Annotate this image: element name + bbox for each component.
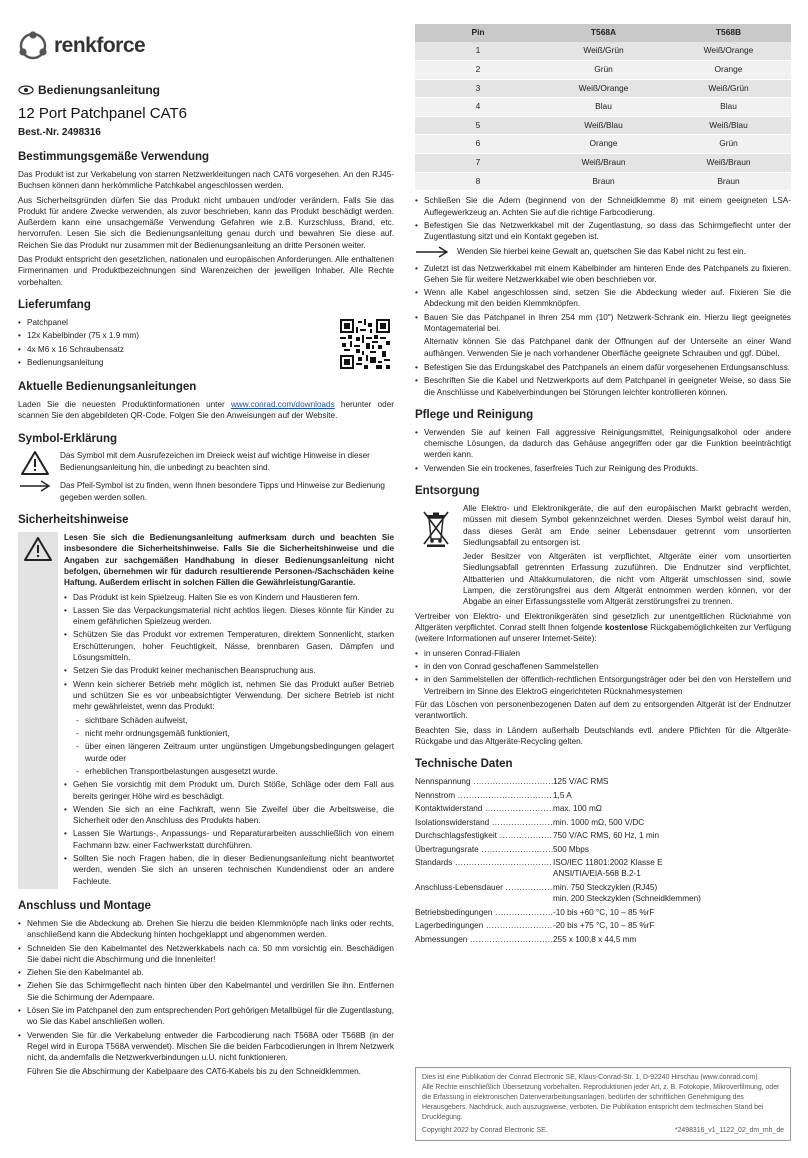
table-cell: Orange xyxy=(541,135,666,154)
downloads-link[interactable]: www.conrad.com/downloads xyxy=(230,399,335,409)
tech-table xyxy=(415,776,791,945)
manual-label xyxy=(18,82,394,99)
safety-list xyxy=(64,592,394,713)
table-cell: Weiß/Orange xyxy=(666,42,791,61)
table-cell: Weiß/Braun xyxy=(541,154,666,173)
list-item: • Befestigen Sie das Netzwerkkabel mit der Zugentlastung, so dass das Schirmgeflecht unter der Zugentlastung sitzt und ein Kontakt gegeben ist. xyxy=(415,220,791,243)
list-item: • Lassen Sie Wartungs-, Anpassungs- und Reparaturarbeiten ausschließlich von einem Fachmann bzw. einer Fachwerkstatt durchführen. xyxy=(64,828,394,851)
tech-row xyxy=(415,934,791,945)
tech-value: 750 V/AC RMS, 60 Hz, 1 min xyxy=(553,831,660,841)
tech-value: 1,5 A xyxy=(553,790,572,800)
arrow-symbol xyxy=(18,480,52,492)
symbols-heading: Symbol-Erklärung xyxy=(18,432,118,445)
connection-list-2 xyxy=(415,195,791,242)
table-cell: 1 xyxy=(415,42,541,61)
manual-label-text: Bedienungsanleitung xyxy=(38,83,161,97)
tech-row xyxy=(415,830,791,841)
safety-sidebar xyxy=(18,532,58,889)
tech-value-line: min. 200 Steckzyklen (Schneidklemmen) xyxy=(553,894,701,904)
footer-imprint xyxy=(415,1067,791,1141)
table-cell: Orange xyxy=(666,61,791,80)
tech-value-line: ANSI/TIA/EIA-568 B.2-1 xyxy=(553,869,641,879)
tech-row xyxy=(415,817,791,828)
tech-value: max. 100 mΩ xyxy=(553,804,602,814)
tech-row xyxy=(415,790,791,801)
copyright-text: Copyright 2022 by Conrad Electronic SE. xyxy=(422,1127,548,1134)
t568a-header: T568A xyxy=(541,24,666,42)
table-cell: 4 xyxy=(415,98,541,117)
list-item: • Patchpanel xyxy=(18,317,139,328)
footer-line-2: Alle Rechte einschließlich Übersetzung vorbehalten. Reproduktionen jeder Art, z. B. Fotokopie, Mikroverfilmung, oder die Erfassung in elektronischen Datenverarbeitungsanlagen, bedürfen der schriftlichen Genehmigung des Herausgebers. Nachdruck, auch auszugsweise, verboten. Die Publikation entspricht dem technischen Stand bei Drucklegung. xyxy=(422,1084,780,1121)
safety-block xyxy=(18,532,394,889)
table-cell: Blau xyxy=(666,98,791,117)
tech-label: Nennspannung ..... xyxy=(415,776,553,787)
tech-value: min. 1000 mΩ, 500 V/DC xyxy=(553,817,645,827)
disposal-heading: Entsorgung xyxy=(415,485,480,498)
list-item: • Wenden Sie sich an eine Fachkraft, wenn Sie Zweifel über die Arbeitsweise, die Sicherheit oder den Anschluss des Produkts haben. xyxy=(64,804,394,827)
connection-heading: Anschluss und Montage xyxy=(18,900,151,913)
tech-value: -10 bis +60 °C, 10 – 85 %rF xyxy=(553,907,655,917)
arrow-note xyxy=(415,246,791,258)
current-manuals-text-after: herunter oder scannen Sie den abgebildeten QR-Code. Folgen Sie den Anweisungen auf der Website. xyxy=(18,399,394,421)
brand-logo xyxy=(18,28,394,64)
list-item: • Lassen Sie das Verpackungsmaterial nicht achtlos liegen. Dieses könnte für Kinder zu einem gefährlichen Spielzeug werden. xyxy=(64,605,394,628)
list-item: • Schließen Sie die Adern (beginnend von der Schneidklemme 8) mit einem geeigneten LSA-Auflegewerkzeug an. Achten Sie auf die richtige Farbcodierung. xyxy=(415,195,791,218)
list-item: • Beschriften Sie die Kabel und Netzwerkports auf dem Patchpanel in geeigneter Weise, so dass Sie die Anschlüsse und Kabelverbindungen bei Störungen leichter kontrollieren können. xyxy=(415,375,791,398)
tech-label: Betriebsbedingungen ..... xyxy=(415,907,553,918)
list-item: • Setzen Sie das Produkt keiner mechanischen Beanspruchung aus. xyxy=(64,665,394,676)
tech-value-line: min. 750 Steckzyklen (RJ45) xyxy=(553,882,658,892)
list-item: • in den von Conrad geschaffenen Sammelstellen xyxy=(415,661,791,672)
table-cell: Weiß/Braun xyxy=(666,154,791,173)
current-manuals-heading: Aktuelle Bedienungsanleitungen xyxy=(18,381,197,394)
table-row xyxy=(415,116,791,135)
disposal-p3-after: Rückgabemöglichkeiten zur Verfügung (weitere Informationen auf unserer Internet-Seite): xyxy=(415,623,791,644)
tech-label: Anschluss-Lebensdauer ..... xyxy=(415,882,553,905)
list-item: • Gehen Sie vorsichtig mit dem Produkt um. Durch Stöße, Schläge oder dem Fall aus bereits geringer Höhe wird es beschädigt. xyxy=(64,779,394,802)
table-cell: Braun xyxy=(666,172,791,191)
list-item: • Ziehen Sie den Kabelmantel ab. xyxy=(18,967,394,978)
table-cell: 7 xyxy=(415,154,541,173)
list-item: • Nehmen Sie die Abdeckung ab. Drehen Sie hierzu die beiden Klemmknöpfe nach links oder rechts, anschließend kann die Abdeckung hinten hochgeklappt und abgenommen werden. xyxy=(18,918,394,941)
tech-value xyxy=(553,882,791,905)
list-item: • in den Sammelstellen der öffentlich-rechtlichen Entsorgungsträger oder bei den von Herstellern und Vertreibern im Sinne des ElektroG eingerichteten Rücknahmesystemen xyxy=(415,674,791,697)
table-cell: 3 xyxy=(415,79,541,98)
current-manuals-text-before: Laden Sie die neuesten Produktinformationen unter xyxy=(18,399,231,409)
list-item: • Ziehen Sie das Schirmgeflecht nach hinten über den Kabelmantel und verdrillen Sie ihn. Entfernen Sie die Schirmung der Adernpaare. xyxy=(18,980,394,1003)
table-row xyxy=(415,79,791,98)
tech-label: Kontaktwiderstand ..... xyxy=(415,803,553,814)
disposal-p1: Alle Elektro- und Elektronikgeräte, die auf den europäischen Markt gebracht werden, müssen mit diesem Symbol gekennzeichnet werden. Dieses Symbol weist darauf hin, dass dieses Gerät am Ende seiner Lebensdauer getrennt vom unsortierten Siedlungsabfall zu entsorgen ist. xyxy=(463,503,791,547)
left-column xyxy=(18,28,394,1080)
tech-value: 500 Mbps xyxy=(553,844,589,854)
page-title: 12 Port Patchpanel CAT6 xyxy=(18,104,187,122)
intended-use-p1: Das Produkt ist zur Verkabelung von starren Netzwerkleitungen nach CAT6 vorgesehen. An den RJ45-Buchsen können dann herkömmliche Patchkabel angeschlossen werden. xyxy=(18,169,394,191)
scope-heading: Lieferumfang xyxy=(18,299,91,312)
safety-content xyxy=(64,532,394,889)
table-cell: Weiß/Orange xyxy=(541,79,666,98)
list-item: • Das Produkt ist kein Spielzeug. Halten Sie es von Kindern und Haustieren fern. xyxy=(64,592,394,603)
table-cell: Weiß/Blau xyxy=(541,116,666,135)
wall-mount-note: Alternativ können Sie das Patchpanel dank der Öffnungen auf der Unterseite an einer Wand aufhängen. Verwenden Sie je nach vorhandener Oberfläche geeignete Schrauben und ggf. Dübel. xyxy=(424,337,791,358)
disposal-p5: Beachten Sie, dass in Ländern außerhalb Deutschlands evtl. andere Pflichten für die Altgeräte-Rückgabe und das Altgeräte-Recycling gelten. xyxy=(415,725,791,746)
list-item: - sichtbare Schäden aufweist, xyxy=(76,715,394,726)
eye-icon xyxy=(18,85,34,95)
disposal-p3-before: Vertreiber von Elektro- und Elektronikgeräten sind gesetzlich zur unentgeltlichen Rücknahme von Altgeräten verpflichtet. Conrad stellt Ihnen folgende xyxy=(415,611,791,633)
current-manuals-text xyxy=(18,399,394,422)
table-cell: Weiß/Blau xyxy=(666,116,791,135)
table-cell: 2 xyxy=(415,61,541,80)
pin-header: Pin xyxy=(415,24,541,42)
table-row xyxy=(415,42,791,61)
list-item: • Sollten Sie noch Fragen haben, die in dieser Bedienungsanleitung nicht beantwortet werden, wenden Sie sich an unseren technischen Kundendienst oder an andere Fachleute. xyxy=(64,853,394,887)
safety-sublist xyxy=(76,715,394,778)
tech-heading: Technische Daten xyxy=(415,758,513,771)
footer-line-1: Dies ist eine Publikation der Conrad Electronic SE, Klaus-Conrad-Str. 1, D-92240 Hirschau (www.conrad.com). xyxy=(422,1074,760,1081)
table-cell: Grün xyxy=(666,135,791,154)
tech-label: Isolationswiderstand ..... xyxy=(415,817,553,828)
disposal-p3-bold: kostenlose xyxy=(604,623,648,633)
tech-value: 255 x 100,8 x 44,5 mm xyxy=(553,934,637,944)
care-heading: Pflege und Reinigung xyxy=(415,408,534,421)
list-item: • Bauen Sie das Patchpanel in Ihren 254 mm (10") Netzwerk-Schrank ein. Hierzu liegt geeignetes Montagematerial bei. xyxy=(415,312,791,335)
tech-label: Durchschlagsfestigkeit ..... xyxy=(415,830,553,841)
table-row xyxy=(415,154,791,173)
connection-list-4 xyxy=(415,362,791,398)
list-item: • Schützen Sie das Produkt vor extremen Temperaturen, direktem Sonnenlicht, starken Erschütterungen, hoher Feuchtigkeit, Nässe, brennbaren Gasen, Dämpfen und Lösungsmitteln. xyxy=(64,629,394,663)
intended-use-heading: Bestimmungsgemäße Verwendung xyxy=(18,151,210,164)
tech-label: Lagerbedingungen ..... xyxy=(415,920,553,931)
qr-code-icon[interactable] xyxy=(340,319,390,369)
list-item: - nicht mehr ordnungsgemäß funktioniert, xyxy=(76,728,394,739)
safety-intro: Lesen Sie sich die Bedienungsanleitung aufmerksam durch und beachten Sie insbesondere die Sicherheitshinweise. Falls Sie die Sicherheitshinweise und die Angaben zur sachgemäßen Handhabung in dieser Bedienungsanleitung nicht befolgen, übernehmen wir für dadurch resultierende Personen-/Sachschäden keine Haftung. Außerdem erlischt in solchen Fällen die Gewährleistung/Garantie. xyxy=(64,532,394,588)
pin-table-header xyxy=(415,24,791,42)
symbol-warning-row xyxy=(18,450,394,476)
footer-copyline xyxy=(422,1126,784,1136)
tech-row xyxy=(415,857,791,880)
disposal-p4: Für das Löschen von personenbezogenen Daten auf dem zu entsorgenden Altgerät ist der Endnutzer verantwortlich. xyxy=(415,699,791,721)
right-column xyxy=(415,24,791,947)
tech-value: -20 bis +75 °C, 10 – 85 %rF xyxy=(553,921,655,931)
tech-row xyxy=(415,803,791,814)
table-row xyxy=(415,61,791,80)
table-cell: Grün xyxy=(541,61,666,80)
list-item: • Verwenden Sie ein trockenes, faserfreies Tuch zur Reinigung des Produkts. xyxy=(415,463,791,474)
document-code: *2498316_v1_1122_02_dm_mh_de xyxy=(674,1127,784,1134)
pin-table xyxy=(415,24,791,191)
list-item: - über einen längeren Zeitraum unter ungünstigen Umgebungsbedingungen gelagert wurde oder xyxy=(76,741,394,764)
safety-heading: Sicherheitshinweise xyxy=(18,514,129,527)
table-cell: Braun xyxy=(541,172,666,191)
scope-list xyxy=(18,317,139,370)
table-cell: 6 xyxy=(415,135,541,154)
disposal-p2: Jeder Besitzer von Altgeräten ist verpflichtet, Altgeräte einer vom unsortierten Siedlungsabfall getrennten Erfassung zuzuführen. Die Endnutzer sind verpflichtet, Altbatterien und Altakkumulatoren, die nicht vom Altgerät umschlossen sind, sowie Lampen, die zerstörungsfrei aus dem Altgerät entnommen werden können, vor der Abgabe an einer Erfassungsstelle vom Altgerät zerstörungsfrei zu trennen. xyxy=(463,552,791,607)
table-row xyxy=(415,135,791,154)
renkforce-logo-icon xyxy=(18,31,48,61)
list-item: • 4x M6 x 16 Schraubensatz xyxy=(18,344,139,355)
tech-row xyxy=(415,920,791,931)
intended-use-p2: Aus Sicherheitsgründen dürfen Sie das Produkt nicht umbauen und/oder verändern. Falls Sie das Produkt für andere Zwecke verwenden, als zuvor beschrieben, kann das Produkt beschädigt werden. Außerdem kann eine unsachgemäße Verwendung Gefahren wie z.B. Kurzschluss, Brand, etc. hervorrufen. Lesen Sie sich die Bedienungsanleitung genau durch und bewahren Sie diese auf. Reichen Sie das Produkt nur zusammen mit der Bedienungsanleitung an dritte Personen weiter. xyxy=(18,195,394,250)
arrow-right-icon xyxy=(19,480,51,492)
warning-triangle-icon xyxy=(20,450,50,476)
tech-value xyxy=(553,857,791,880)
list-item: • Zuletzt ist das Netzwerkkabel mit einem Kabelbinder am hinteren Ende des Patchpanels zu fixieren. Gehen Sie für weitere Netzwerkkabel wie oben beschrieben vor. xyxy=(415,263,791,286)
crossed-bin-icon xyxy=(421,509,451,547)
safety-list-2 xyxy=(64,779,394,887)
brand-name: renkforce xyxy=(54,33,146,57)
care-list xyxy=(415,427,791,474)
list-item: • Lösen Sie im Patchpanel den zum entsprechenden Port gehörigen Metallbügel für die Zugentlastung, wo Sie das Kabel anschließen wollen. xyxy=(18,1005,394,1028)
table-cell: Weiß/Grün xyxy=(666,79,791,98)
tech-value: 125 V/AC RMS xyxy=(553,777,609,787)
warning-triangle-icon xyxy=(23,536,53,562)
list-item: • Wenn kein sicherer Betrieb mehr möglich ist, nehmen Sie das Produkt außer Betrieb und schützen Sie es vor unbeabsichtigter Verwendung. Der sichere Betrieb ist nicht mehr gewährleistet, wenn das Produkt: xyxy=(64,679,394,713)
connection-list xyxy=(18,918,394,1064)
list-item: • in unseren Conrad-Filialen xyxy=(415,648,791,659)
scope-block xyxy=(18,317,394,370)
list-item: • Bedienungsanleitung xyxy=(18,357,139,368)
list-item: - erheblichen Transportbelastungen ausgesetzt wurde. xyxy=(76,766,394,777)
list-item: • Wenn alle Kabel angeschlossen sind, setzen Sie die Abdeckung wieder auf. Fixieren Sie die Abdeckung mit den beiden Klemmknöpfen. xyxy=(415,287,791,310)
list-item: • Verwenden Sie für die Verkabelung entweder die Farbcodierung nach T568A oder T568B (in der Regel wird in Europa T568A verwendet). Mischen Sie die beiden Farbcodierungen in Ihrem Netzwerk nicht, da andernfalls die Netzwerkverbindungen u.U. nicht funktionieren. xyxy=(18,1030,394,1064)
list-item: • Verwenden Sie auf keinen Fall aggressive Reinigungsmittel, Reinigungsalkohol oder andere chemische Lösungen, da dadurch das Gehäuse angegriffen oder gar die Funktion beeinträchtigt werden kann. xyxy=(415,427,791,461)
list-item: • 12x Kabelbinder (75 x 1.9 mm) xyxy=(18,330,139,341)
disposal-p3 xyxy=(415,611,791,645)
tech-row xyxy=(415,844,791,855)
list-item: • Schneiden Sie den Kabelmantel des Netzwerkkabels nach ca. 50 mm vorsichtig ein. Beschädigen Sie dabei nicht die Abschirmung und die Innenleiter! xyxy=(18,943,394,966)
tech-label: Abmessungen ..... xyxy=(415,934,553,945)
return-options-list xyxy=(415,648,791,697)
tech-label: Standards ..... xyxy=(415,857,553,880)
connection-after: Führen Sie die Abschirmung der Kabelpaare des CAT6-Kabels bis zu den Schneidklemmen. xyxy=(27,1066,361,1076)
weee-symbol xyxy=(415,503,457,611)
t568b-header: T568B xyxy=(666,24,791,42)
tech-row xyxy=(415,776,791,787)
table-cell: Blau xyxy=(541,98,666,117)
tech-row xyxy=(415,882,791,905)
warning-symbol xyxy=(18,450,52,476)
tech-label: Übertragungsrate ..... xyxy=(415,844,553,855)
tech-row xyxy=(415,907,791,918)
table-cell: 5 xyxy=(415,116,541,135)
arrow-symbol-text: Das Pfeil-Symbol ist zu finden, wenn Ihnen besondere Tipps und Hinweise zur Bedienung gegeben werden sollen. xyxy=(60,481,385,502)
connection-list-3 xyxy=(415,263,791,335)
table-row xyxy=(415,98,791,117)
warning-symbol-text: Das Symbol mit dem Ausrufezeichen im Dreieck weist auf wichtige Hinweise in dieser Bedienungsanleitung hin, die unbedingt zu beachten sind. xyxy=(60,451,370,472)
disposal-content xyxy=(463,503,791,611)
tech-value-line: ISO/IEC 11801:2002 Klasse E xyxy=(553,858,663,868)
tech-label: Nennstrom ..... xyxy=(415,790,553,801)
arrow-right-icon xyxy=(415,246,449,258)
article-number: Best.-Nr. 2498316 xyxy=(18,127,101,139)
arrow-note-text: Wenden Sie hierbei keine Gewalt an, quetschen Sie das Kabel nicht zu fest ein. xyxy=(457,246,746,256)
table-cell: Weiß/Grün xyxy=(541,42,666,61)
table-cell: 8 xyxy=(415,172,541,191)
symbol-arrow-row xyxy=(18,480,394,503)
disposal-block xyxy=(415,503,791,611)
table-row xyxy=(415,172,791,191)
intended-use-p3: Das Produkt entspricht den gesetzlichen, nationalen und europäischen Anforderungen. Alle enthaltenen Firmennamen und Produktbezeichnungen sind Warenzeichen der jeweiligen Inhaber. Alle Rechte vorbehalten. xyxy=(18,255,394,287)
list-item: • Befestigen Sie das Erdungskabel des Patchpanels an einem dafür vorgesehenen Erdungsanschluss. xyxy=(415,362,791,373)
